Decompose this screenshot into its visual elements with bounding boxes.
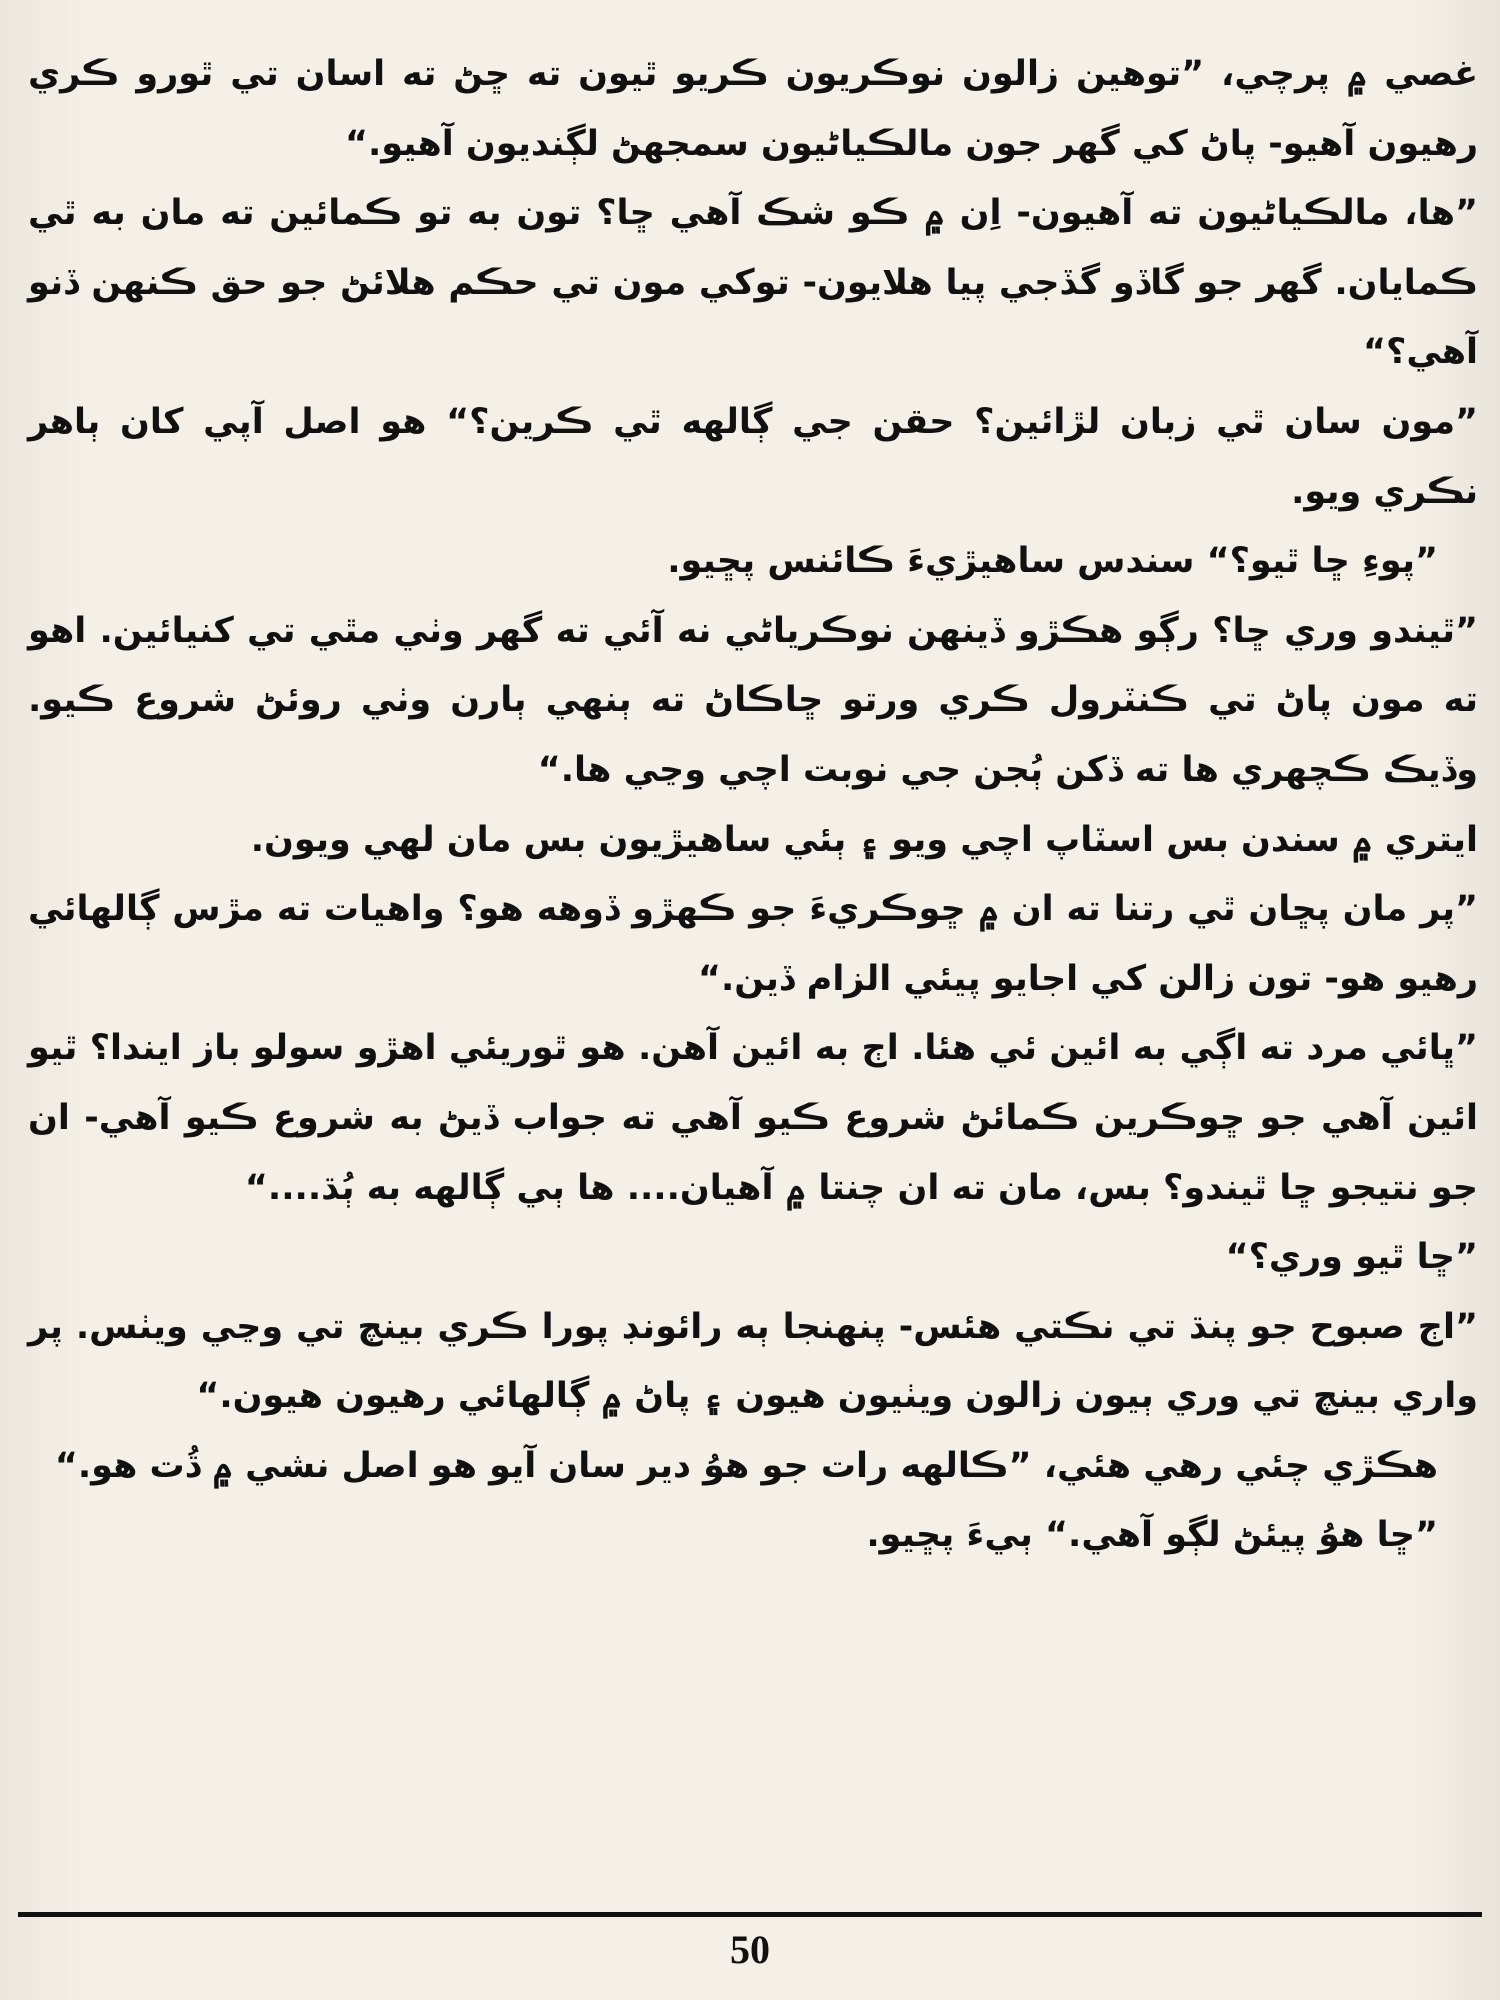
paragraph: ”پر مان پڇان ٿي رتنا ته ان ۾ ڇوڪريءَ جو ڪهڙو ڏوهه هو؟ واهيات ته مڙس ڳالهائي رهيو هو- تون زالن کي اجايو پيئي الزام ڏين.“ <box>28 889 1478 999</box>
page-number: 50 <box>730 1927 770 1972</box>
paragraph: ايتري ۾ سندن بس اسٽاپ اچي ويو ۽ ٻئي ساهيڙيون بس مان لهي ويون. <box>250 819 1478 860</box>
paragraph: ”ڇا هوُ پيئڻ لڳو آهي.“ ٻيءَ پڇيو. <box>866 1515 1438 1556</box>
paragraph: ”اڄ صبوح جو پنڌ تي نڪتي هئس- پنهنجا ٻه رائونڊ پورا ڪري بينچ تي وڃي ويٺس. پر واري بينچ تي وري ٻيون زالون ويٺيون هيون ۽ پاڻ ۾ ڳالهائي رهيون هيون.“ <box>28 1306 1478 1417</box>
paragraph: هڪڙي چئي رهي هئي، ”ڪالهه رات جو هوُ دير سان آيو هو اصل نشي ۾ ڌُت هو.“ <box>54 1445 1438 1486</box>
paragraph: ”مون سان ٿي زبان لڙائين؟ حقن جي ڳالهه ٿي ڪرين؟“ هو اصل آپي کان ٻاهر نڪري ويو. <box>28 401 1478 512</box>
paragraph: غصي ۾ پرچي، ”توهين زالون نوڪريون ڪريو ٿيون ته ڇڻ ته اسان تي ٿورو ڪري رهيون آهيو- پاڻ کي گهر جون مالڪياڻيون سمجهڻ لڳنديون آهيو.“ <box>28 54 1478 164</box>
paragraph: ”پوءِ ڇا ٿيو؟“ سندس ساهيڙيءَ ڪائنس پڇيو. <box>667 541 1438 582</box>
paragraph: ”ٿيندو وري ڇا؟ رڳو هڪڙو ڏينهن نوڪرياڻي نه آئي ته گهر وٺي مٿي تي کنيائين. اهو ته مون پاڻ تي ڪنٽرول ڪري ورتو ڇاڪاڻ ته ٻنهي ٻارن وٺي روئڻ شروع ڪيو. وڏيڪ ڪچهري ها ته ڏکن ٻُجن جي نوبت اچي وڃي ها.“ <box>28 610 1478 790</box>
paragraph: ”ڀائي مرد ته اڳي به ائين ئي هئا. اڄ به ائين آهن. هو ٿوريئي اهڙو سولو باز ايندا؟ ٿيو ائين آهي جو ڇوڪرين ڪمائڻ شروع ڪيو آهي ته جواب ڏيڻ به شروع ڪيو آهي- ان جو نتيجو ڇا ٿيندو؟ بس، مان ته ان چنتا ۾ آهيان.... ها ٻي ڳالهه به ٻُڌ....“ <box>28 1028 1478 1208</box>
footer-divider <box>18 1912 1482 1917</box>
paragraph: ”ها، مالڪياڻيون ته آهيون- اِن ۾ ڪو شڪ آهي ڇا؟ تون به تو ڪمائين ته مان به ٿي ڪمايان. گهر جو گاڏو گڏجي پيا هلايون- توکي مون تي حڪم هلائڻ جو حق ڪنهن ڏنو آهي؟“ <box>28 193 1478 373</box>
body-text <box>28 40 1478 1870</box>
paragraph: ”ڇا ٿيو وري؟“ <box>1225 1237 1478 1278</box>
